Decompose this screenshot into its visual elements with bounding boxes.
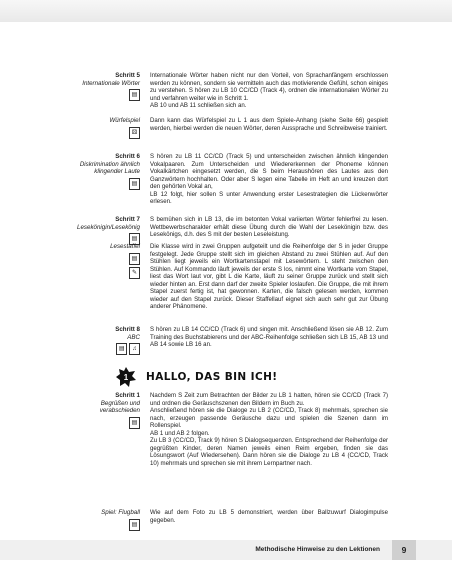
ear-icon: ♫ (129, 343, 140, 355)
paragraph: Zu LB 3 (CC/CD, Track 9) hören S Dialogsequenzen. Entsprechend der Reihenfolge der gegrüßten Kinder, deren Namen jeweils einen Reim ergeben, finden sie das Lösungswort (Auf Wiedersehen). Dann hören sie die Dialoge zu LB 4 (CC/CD, Track 10) mehrmals und sprechen sie mit ihrem Lernpartner nach. (150, 437, 388, 467)
lesson-title: HALLO, DAS BIN ICH! (146, 371, 278, 383)
dice-icon: ⚄ (129, 127, 140, 139)
section-sidebar (60, 216, 140, 245)
section-sidebar (60, 392, 140, 429)
step-topic: Internationale Wörter (82, 79, 140, 87)
paragraph: S hören zu LB 11 CC/CD (Track 5) und unterscheiden zwischen ähnlich klingenden Vokalpaaren. Zum Unterscheiden und Wiedererkennen der Phoneme können Vokalkärtchen eingesetzt werden, die S beim Heraushören des Lautes aus den Ganzwörtern hochhalten. Oder aber S legen eine Tabelle im Heft an und kreuzen dort den gehörten Vokal an, (150, 153, 388, 190)
book-icon: ▤ (129, 233, 140, 245)
page-number: 9 (392, 540, 416, 560)
paragraph: S bemühen sich in LB 13, die im betonten Vokal variierten Wörter fehlerfrei zu lesen. Wettbewerbscharakter erhält diese Übung durch die Wahl der Lesekönigin bzw. des Lesekönigs, d.h. des S mit der besten Leseleistung. (150, 216, 388, 238)
section-body (150, 326, 388, 349)
step-topic: Lesekönigin/Lesekönig (77, 223, 140, 231)
pencil-icon: ✎ (129, 267, 140, 279)
footer-bar (0, 540, 452, 560)
book-icon: ▤ (129, 89, 140, 101)
step-label: Schritt 8 (115, 326, 140, 333)
paragraph: AB 10 und AB 11 schließen sich an. (150, 102, 247, 109)
section-sidebar (60, 117, 140, 139)
book-icon: ▤ (129, 417, 140, 429)
step-topic: Spiel: Flugball (101, 509, 140, 516)
top-bar (0, 0, 452, 22)
section-sidebar (60, 153, 140, 190)
step-label: Schritt 7 (115, 216, 140, 223)
paragraph: Die Klasse wird in zwei Gruppen aufgeteilt und die Reihenfolge der S in jeder Gruppe festgelegt. Jede Gruppe stellt sich im gleichen Abstand zu zwei Stühlen auf. Auf den Stühlen liegt jeweils ein Wortkartenstapel mit Lesewörtern. L steht zwischen den Stühlen. Auf Kommando läuft jeweils der erste S los, nimmt eine Wortkarte vom Stapel, liest das Wort laut vor, gibt L die Karte, läuft zu seiner Gruppe zurück und stellt sich wieder hinten an. Erst dann darf der zweite Spieler loslaufen. Die Gruppe, die mit ihrem Stapel zuerst fertig ist, hat gewonnen. Karten, die falsch gelesen werden, kommen wieder auf den Stapel zurück. Dieser Staffellauf eignet sich auch sehr gut zur Übung anderer Phänomene. (150, 243, 388, 310)
book-icon: ▤ (116, 343, 127, 355)
footer-title: Methodische Hinweise zu den Lektionen (255, 546, 380, 553)
step-topic: Diskrimination ähnlich klingender Laute (79, 160, 140, 176)
step-topic: Begrüßen und verabschieden (99, 399, 140, 415)
paragraph: Nachdem S Zeit zum Betrachten der Bilder zu LB 1 hatten, hören sie CC/CD (Track 7) und ordnen die Geräuschszenen den Bildern im Buch zu. (150, 392, 388, 407)
section-body (150, 392, 388, 467)
book-icon: ▤ (129, 178, 140, 190)
section-body (150, 72, 388, 110)
section-sidebar (60, 243, 140, 279)
section-body (150, 509, 388, 524)
book-icon: ▤ (129, 253, 140, 265)
paragraph: LB 12 folgt, hier sollen S unter Anwendung erster Lesestrategien die Lückenwörter erlesen. (150, 190, 388, 205)
paragraph: Wie auf dem Foto zu LB 5 demonstriert, werden über Ballzuwurf Dialogimpulse gegeben. (150, 509, 388, 524)
paragraph: Dann kann das Würfelspiel zu L 1 aus dem Spiele-Anhang (siehe Seite 66) gespielt werden, hierbei werden die neuen Wörter, deren Aussprache und Schreibweise trainiert. (150, 117, 388, 132)
step-label: Schritt 6 (115, 153, 140, 160)
step-topic: ABC (127, 333, 140, 341)
section-body (150, 216, 388, 239)
step-topic: Lesestaffel (110, 243, 140, 250)
paragraph: AB 1 und AB 2 folgen. (150, 429, 210, 437)
lesson-number: 1 (123, 373, 129, 382)
step-topic: Würfelspiel (109, 117, 140, 124)
paragraph: S hören zu LB 14 CC/CD (Track 6) und singen mit. Anschließend lösen sie AB 12. Zum Training des Buchstabierens und der ABC-Reihenfolge schließen sich LB 15, AB 13 und AB 14 sowie LB 16 an. (150, 326, 388, 348)
section-sidebar (60, 72, 140, 101)
section-sidebar (60, 509, 140, 531)
book-icon: ▤ (129, 519, 140, 531)
section-sidebar (60, 326, 140, 355)
lesson-badge-icon (116, 367, 136, 387)
section-body (150, 243, 388, 311)
paragraph: Internationale Wörter haben nicht nur den Vorteil, von Sprachanfängern erschlossen werden zu können, sondern sie vermitteln auch das motivierende Gefühl, schon einiges zu verstehen. S hören zu LB 10 CC/CD (Track 4), ordnen die internationalen Wörter zu und verfahren weiter wie in Schritt 1. (150, 72, 388, 102)
step-label: Schritt 1 (115, 392, 140, 399)
section-body (150, 153, 388, 206)
section-body (150, 117, 388, 132)
step-label: Schritt 5 (115, 72, 140, 79)
paragraph: Anschließend hören sie die Dialoge zu LB 2 (CC/CD, Track 8) mehrmals, sprechen sie nach, erzeugen passende Geräusche dazu und spielen die Szenen dann im Rollenspiel. (150, 407, 388, 429)
